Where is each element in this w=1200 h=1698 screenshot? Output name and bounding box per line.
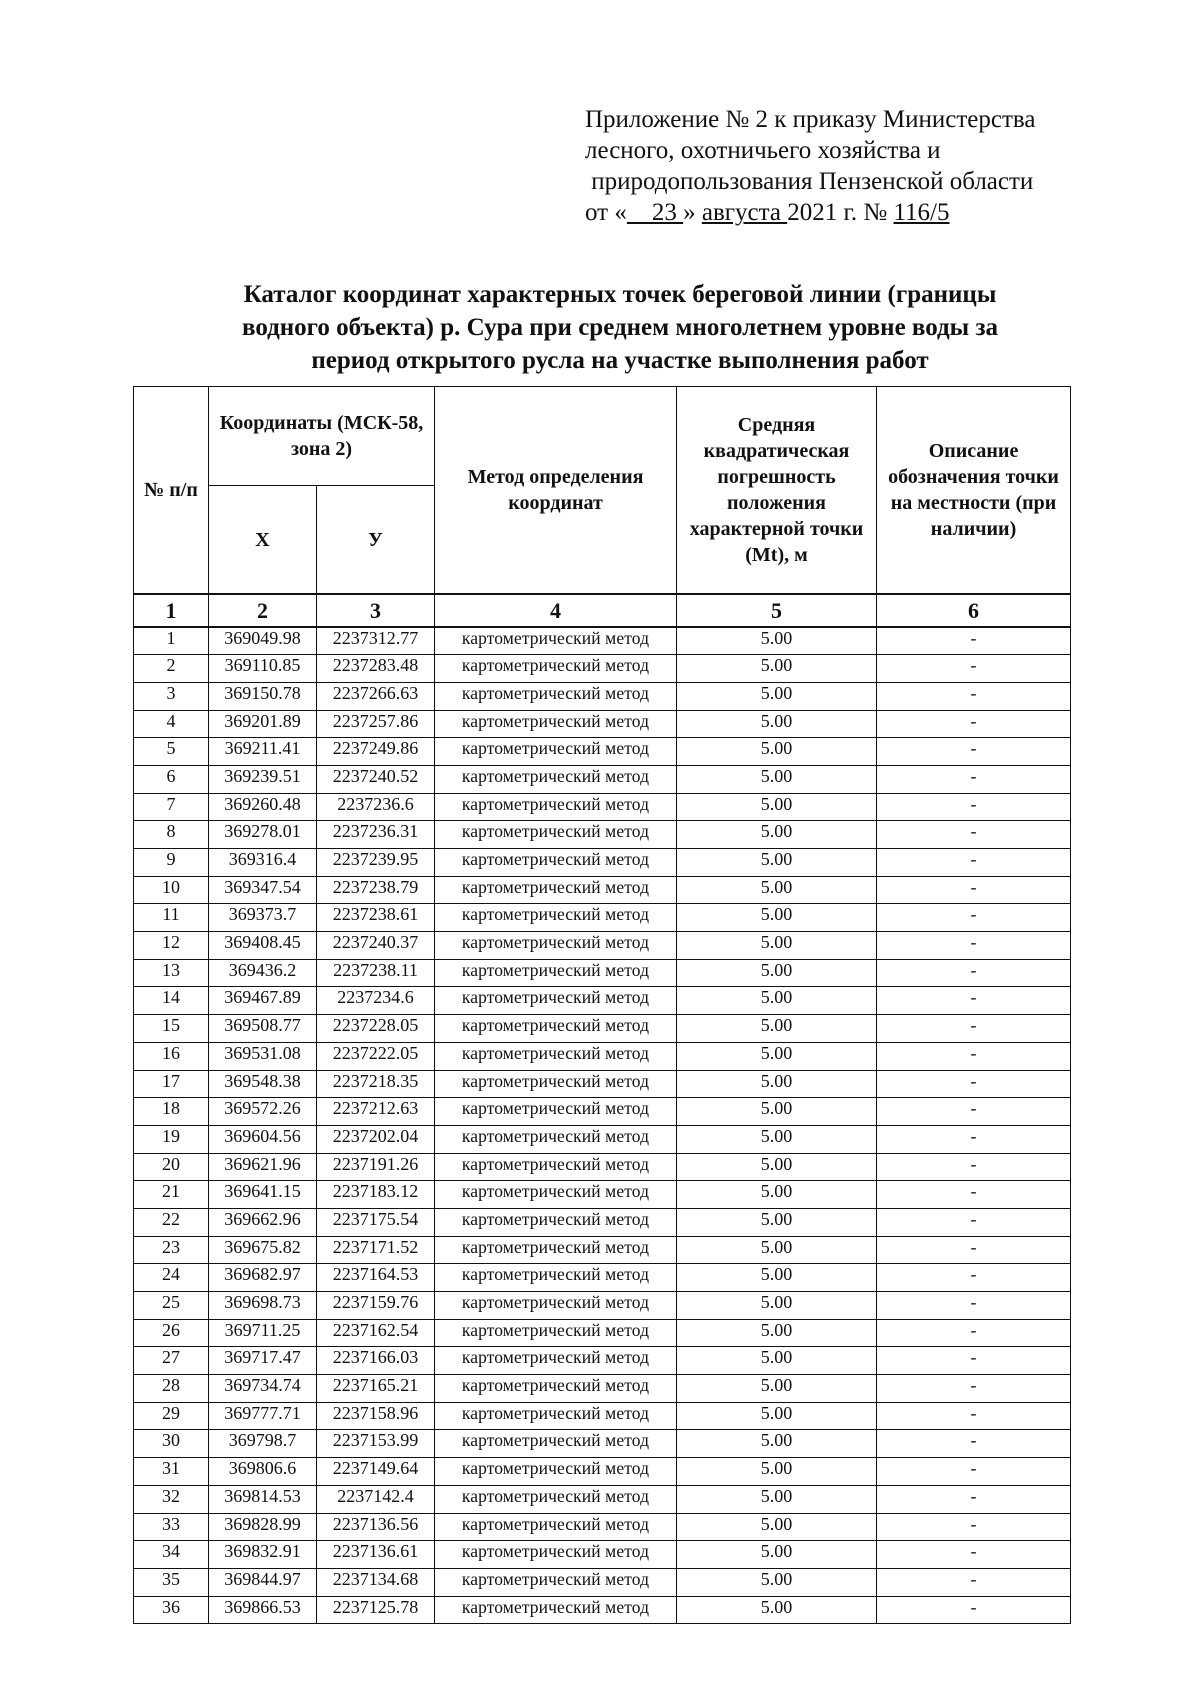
cell-x: 369347.54 xyxy=(209,876,317,904)
cell-y: 2237240.52 xyxy=(317,765,435,793)
appendix-date-line xyxy=(585,197,1145,228)
cell-method: картометрический метод xyxy=(435,1347,677,1375)
cell-error: 5.00 xyxy=(677,932,877,960)
cell-error: 5.00 xyxy=(677,1458,877,1486)
cell-number: 30 xyxy=(134,1430,209,1458)
cell-y: 2237183.12 xyxy=(317,1181,435,1209)
cell-x: 369110.85 xyxy=(209,655,317,683)
cell-x: 369201.89 xyxy=(209,710,317,738)
date-prefix: от « xyxy=(585,199,627,226)
cell-y: 2237283.48 xyxy=(317,655,435,683)
cell-description: - xyxy=(877,1319,1071,1347)
table-row xyxy=(134,682,1071,710)
cell-error: 5.00 xyxy=(677,1513,877,1541)
column-number-row xyxy=(134,594,1071,627)
cell-description: - xyxy=(877,1485,1071,1513)
cell-error: 5.00 xyxy=(677,1015,877,1043)
cell-y: 2237312.77 xyxy=(317,627,435,655)
cell-method: картометрический метод xyxy=(435,1042,677,1070)
cell-method: картометрический метод xyxy=(435,849,677,877)
cell-number: 33 xyxy=(134,1513,209,1541)
cell-y: 2237236.31 xyxy=(317,821,435,849)
cell-number: 2 xyxy=(134,655,209,683)
cell-method: картометрический метод xyxy=(435,987,677,1015)
cell-number: 11 xyxy=(134,904,209,932)
cell-method: картометрический метод xyxy=(435,1458,677,1486)
cell-x: 369278.01 xyxy=(209,821,317,849)
cell-y: 2237249.86 xyxy=(317,738,435,766)
table-row xyxy=(134,1292,1071,1320)
cell-x: 369572.26 xyxy=(209,1098,317,1126)
cell-y: 2237266.63 xyxy=(317,682,435,710)
cell-description: - xyxy=(877,1375,1071,1403)
column-number: 3 xyxy=(317,594,435,627)
cell-x: 369734.74 xyxy=(209,1375,317,1403)
table-row xyxy=(134,1375,1071,1403)
table-row xyxy=(134,627,1071,655)
cell-description: - xyxy=(877,682,1071,710)
header-error: Средняя квадратическая погрешность положения характерной точки (Mt), м xyxy=(677,387,877,595)
cell-number: 10 xyxy=(134,876,209,904)
cell-x: 369866.53 xyxy=(209,1596,317,1624)
cell-number: 6 xyxy=(134,765,209,793)
cell-y: 2237238.11 xyxy=(317,959,435,987)
cell-y: 2237257.86 xyxy=(317,710,435,738)
cell-y: 2237136.56 xyxy=(317,1513,435,1541)
cell-method: картометрический метод xyxy=(435,765,677,793)
table-row xyxy=(134,1430,1071,1458)
cell-y: 2237171.52 xyxy=(317,1236,435,1264)
cell-x: 369150.78 xyxy=(209,682,317,710)
cell-error: 5.00 xyxy=(677,793,877,821)
column-number: 1 xyxy=(134,594,209,627)
cell-number: 31 xyxy=(134,1458,209,1486)
cell-error: 5.00 xyxy=(677,1070,877,1098)
cell-number: 23 xyxy=(134,1236,209,1264)
cell-method: картометрический метод xyxy=(435,1015,677,1043)
cell-number: 14 xyxy=(134,987,209,1015)
cell-method: картометрический метод xyxy=(435,1430,677,1458)
cell-error: 5.00 xyxy=(677,1264,877,1292)
table-row xyxy=(134,1264,1071,1292)
column-number: 4 xyxy=(435,594,677,627)
cell-number: 8 xyxy=(134,821,209,849)
cell-description: - xyxy=(877,765,1071,793)
cell-description: - xyxy=(877,1347,1071,1375)
cell-x: 369682.97 xyxy=(209,1264,317,1292)
cell-number: 25 xyxy=(134,1292,209,1320)
cell-x: 369316.4 xyxy=(209,849,317,877)
cell-number: 18 xyxy=(134,1098,209,1126)
cell-number: 20 xyxy=(134,1153,209,1181)
cell-method: картометрический метод xyxy=(435,1513,677,1541)
coordinates-table xyxy=(133,386,1071,1624)
cell-description: - xyxy=(877,1015,1071,1043)
cell-error: 5.00 xyxy=(677,1153,877,1181)
cell-number: 9 xyxy=(134,849,209,877)
cell-x: 369711.25 xyxy=(209,1319,317,1347)
cell-x: 369675.82 xyxy=(209,1236,317,1264)
table-row xyxy=(134,1042,1071,1070)
cell-error: 5.00 xyxy=(677,1402,877,1430)
cell-method: картометрический метод xyxy=(435,876,677,904)
cell-error: 5.00 xyxy=(677,1568,877,1596)
cell-method: картометрический метод xyxy=(435,793,677,821)
cell-description: - xyxy=(877,932,1071,960)
header-coordinates: Координаты (МСК-58, зона 2) xyxy=(209,387,435,486)
cell-x: 369531.08 xyxy=(209,1042,317,1070)
cell-number: 27 xyxy=(134,1347,209,1375)
cell-x: 369049.98 xyxy=(209,627,317,655)
table-row xyxy=(134,821,1071,849)
appendix-line-1: Приложение № 2 к приказу Министерства xyxy=(585,106,1036,133)
cell-description: - xyxy=(877,1070,1071,1098)
cell-method: картометрический метод xyxy=(435,1181,677,1209)
column-number: 5 xyxy=(677,594,877,627)
cell-description: - xyxy=(877,1181,1071,1209)
cell-x: 369211.41 xyxy=(209,738,317,766)
cell-number: 5 xyxy=(134,738,209,766)
cell-y: 2237191.26 xyxy=(317,1153,435,1181)
cell-y: 2237142.4 xyxy=(317,1485,435,1513)
cell-method: картометрический метод xyxy=(435,1070,677,1098)
cell-error: 5.00 xyxy=(677,821,877,849)
table-row xyxy=(134,1319,1071,1347)
cell-description: - xyxy=(877,1236,1071,1264)
cell-x: 369844.97 xyxy=(209,1568,317,1596)
cell-description: - xyxy=(877,1125,1071,1153)
cell-number: 21 xyxy=(134,1181,209,1209)
cell-error: 5.00 xyxy=(677,1208,877,1236)
cell-method: картометрический метод xyxy=(435,1236,677,1264)
cell-y: 2237136.61 xyxy=(317,1541,435,1569)
cell-y: 2237166.03 xyxy=(317,1347,435,1375)
cell-description: - xyxy=(877,655,1071,683)
cell-method: картометрический метод xyxy=(435,1568,677,1596)
cell-method: картометрический метод xyxy=(435,738,677,766)
cell-x: 369621.96 xyxy=(209,1153,317,1181)
table-row xyxy=(134,904,1071,932)
cell-description: - xyxy=(877,1430,1071,1458)
cell-description: - xyxy=(877,793,1071,821)
table-row xyxy=(134,987,1071,1015)
cell-error: 5.00 xyxy=(677,1236,877,1264)
cell-number: 34 xyxy=(134,1541,209,1569)
column-number: 6 xyxy=(877,594,1071,627)
cell-x: 369828.99 xyxy=(209,1513,317,1541)
cell-error: 5.00 xyxy=(677,1541,877,1569)
cell-description: - xyxy=(877,1568,1071,1596)
cell-number: 35 xyxy=(134,1568,209,1596)
header-y: У xyxy=(317,486,435,595)
cell-method: картометрический метод xyxy=(435,655,677,683)
cell-description: - xyxy=(877,1292,1071,1320)
appendix-header xyxy=(585,104,1145,228)
cell-method: картометрический метод xyxy=(435,1208,677,1236)
cell-method: картометрический метод xyxy=(435,1541,677,1569)
cell-error: 5.00 xyxy=(677,987,877,1015)
cell-description: - xyxy=(877,1402,1071,1430)
cell-number: 13 xyxy=(134,959,209,987)
table-row xyxy=(134,1153,1071,1181)
date-year: 2021 г. № xyxy=(787,199,894,226)
cell-description: - xyxy=(877,1458,1071,1486)
cell-description: - xyxy=(877,1208,1071,1236)
cell-error: 5.00 xyxy=(677,1181,877,1209)
cell-description: - xyxy=(877,627,1071,655)
header-description: Описание обозначения точки на местности (при наличии) xyxy=(877,387,1071,595)
table-row xyxy=(134,793,1071,821)
cell-x: 369717.47 xyxy=(209,1347,317,1375)
cell-x: 369814.53 xyxy=(209,1485,317,1513)
table-row xyxy=(134,849,1071,877)
cell-y: 2237240.37 xyxy=(317,932,435,960)
cell-x: 369436.2 xyxy=(209,959,317,987)
cell-number: 17 xyxy=(134,1070,209,1098)
column-number: 2 xyxy=(209,594,317,627)
cell-error: 5.00 xyxy=(677,1292,877,1320)
cell-y: 2237222.05 xyxy=(317,1042,435,1070)
cell-x: 369508.77 xyxy=(209,1015,317,1043)
table-row xyxy=(134,1485,1071,1513)
cell-description: - xyxy=(877,1596,1071,1624)
cell-x: 369260.48 xyxy=(209,793,317,821)
cell-x: 369641.15 xyxy=(209,1181,317,1209)
cell-number: 19 xyxy=(134,1125,209,1153)
cell-description: - xyxy=(877,959,1071,987)
table-row xyxy=(134,1541,1071,1569)
cell-x: 369467.89 xyxy=(209,987,317,1015)
cell-x: 369832.91 xyxy=(209,1541,317,1569)
appendix-line-3: природопользования Пензенской области xyxy=(585,168,1034,195)
cell-description: - xyxy=(877,904,1071,932)
cell-number: 3 xyxy=(134,682,209,710)
cell-method: картометрический метод xyxy=(435,959,677,987)
cell-y: 2237202.04 xyxy=(317,1125,435,1153)
cell-y: 2237134.68 xyxy=(317,1568,435,1596)
table-row xyxy=(134,1208,1071,1236)
cell-error: 5.00 xyxy=(677,682,877,710)
cell-description: - xyxy=(877,849,1071,877)
cell-y: 2237228.05 xyxy=(317,1015,435,1043)
cell-error: 5.00 xyxy=(677,1347,877,1375)
cell-description: - xyxy=(877,1513,1071,1541)
table-row xyxy=(134,738,1071,766)
cell-description: - xyxy=(877,821,1071,849)
title-line-2: водного объекта) р. Сура при среднем многолетнем уровне воды за xyxy=(241,314,999,341)
cell-number: 4 xyxy=(134,710,209,738)
cell-description: - xyxy=(877,1541,1071,1569)
title-line-3: период открытого русла на участке выполнения работ xyxy=(311,347,929,374)
header-x: Х xyxy=(209,486,317,595)
table-row xyxy=(134,1125,1071,1153)
cell-x: 369777.71 xyxy=(209,1402,317,1430)
cell-error: 5.00 xyxy=(677,904,877,932)
cell-number: 1 xyxy=(134,627,209,655)
table-row xyxy=(134,1098,1071,1126)
document-title xyxy=(160,278,1080,377)
cell-x: 369373.7 xyxy=(209,904,317,932)
date-month: августа xyxy=(701,199,788,226)
header-method: Метод определения координат xyxy=(435,387,677,595)
cell-error: 5.00 xyxy=(677,655,877,683)
date-day: 23 xyxy=(626,199,684,226)
cell-y: 2237162.54 xyxy=(317,1319,435,1347)
cell-error: 5.00 xyxy=(677,1042,877,1070)
cell-y: 2237212.63 xyxy=(317,1098,435,1126)
cell-method: картометрический метод xyxy=(435,1264,677,1292)
table-row xyxy=(134,655,1071,683)
appendix-line-2: лесного, охотничьего хозяйства и xyxy=(585,137,941,164)
cell-y: 2237218.35 xyxy=(317,1070,435,1098)
cell-y: 2237158.96 xyxy=(317,1402,435,1430)
cell-description: - xyxy=(877,1042,1071,1070)
cell-x: 369548.38 xyxy=(209,1070,317,1098)
table-row xyxy=(134,932,1071,960)
cell-x: 369806.6 xyxy=(209,1458,317,1486)
cell-description: - xyxy=(877,1153,1071,1181)
cell-number: 29 xyxy=(134,1402,209,1430)
cell-number: 12 xyxy=(134,932,209,960)
cell-description: - xyxy=(877,1264,1071,1292)
table-row xyxy=(134,959,1071,987)
cell-error: 5.00 xyxy=(677,627,877,655)
table-row xyxy=(134,1070,1071,1098)
cell-x: 369798.7 xyxy=(209,1430,317,1458)
cell-number: 7 xyxy=(134,793,209,821)
cell-method: картометрический метод xyxy=(435,932,677,960)
cell-y: 2237164.53 xyxy=(317,1264,435,1292)
cell-error: 5.00 xyxy=(677,876,877,904)
cell-y: 2237149.64 xyxy=(317,1458,435,1486)
table-row xyxy=(134,1596,1071,1624)
cell-number: 32 xyxy=(134,1485,209,1513)
cell-error: 5.00 xyxy=(677,1125,877,1153)
title-line-1: Каталог координат характерных точек береговой линии (границы xyxy=(243,281,997,308)
cell-method: картометрический метод xyxy=(435,821,677,849)
cell-error: 5.00 xyxy=(677,1430,877,1458)
table-row xyxy=(134,1458,1071,1486)
table-row xyxy=(134,710,1071,738)
cell-number: 36 xyxy=(134,1596,209,1624)
cell-number: 28 xyxy=(134,1375,209,1403)
table-row xyxy=(134,1181,1071,1209)
cell-method: картометрический метод xyxy=(435,1485,677,1513)
cell-method: картометрический метод xyxy=(435,1319,677,1347)
date-mid: » xyxy=(683,199,702,226)
cell-description: - xyxy=(877,987,1071,1015)
cell-x: 369408.45 xyxy=(209,932,317,960)
cell-method: картометрический метод xyxy=(435,1402,677,1430)
cell-y: 2237153.99 xyxy=(317,1430,435,1458)
cell-x: 369604.56 xyxy=(209,1125,317,1153)
cell-y: 2237175.54 xyxy=(317,1208,435,1236)
cell-number: 22 xyxy=(134,1208,209,1236)
cell-error: 5.00 xyxy=(677,1375,877,1403)
cell-y: 2237165.21 xyxy=(317,1375,435,1403)
cell-error: 5.00 xyxy=(677,1319,877,1347)
cell-y: 2237236.6 xyxy=(317,793,435,821)
table-row xyxy=(134,1513,1071,1541)
cell-number: 15 xyxy=(134,1015,209,1043)
cell-description: - xyxy=(877,1098,1071,1126)
cell-error: 5.00 xyxy=(677,738,877,766)
header-number: № п/п xyxy=(134,387,209,595)
cell-x: 369239.51 xyxy=(209,765,317,793)
cell-description: - xyxy=(877,876,1071,904)
cell-y: 2237239.95 xyxy=(317,849,435,877)
cell-y: 2237238.79 xyxy=(317,876,435,904)
cell-error: 5.00 xyxy=(677,849,877,877)
table-row xyxy=(134,1347,1071,1375)
cell-method: картометрический метод xyxy=(435,710,677,738)
cell-method: картометрический метод xyxy=(435,1125,677,1153)
cell-method: картометрический метод xyxy=(435,1596,677,1624)
cell-method: картометрический метод xyxy=(435,1153,677,1181)
cell-description: - xyxy=(877,710,1071,738)
table-row xyxy=(134,1015,1071,1043)
cell-error: 5.00 xyxy=(677,1485,877,1513)
cell-method: картометрический метод xyxy=(435,1292,677,1320)
cell-error: 5.00 xyxy=(677,1596,877,1624)
cell-error: 5.00 xyxy=(677,765,877,793)
cell-number: 16 xyxy=(134,1042,209,1070)
cell-number: 24 xyxy=(134,1264,209,1292)
cell-error: 5.00 xyxy=(677,959,877,987)
cell-description: - xyxy=(877,738,1071,766)
cell-x: 369662.96 xyxy=(209,1208,317,1236)
cell-method: картометрический метод xyxy=(435,904,677,932)
order-number: 116/5 xyxy=(893,199,950,226)
table-row xyxy=(134,1402,1071,1430)
cell-y: 2237125.78 xyxy=(317,1596,435,1624)
cell-y: 2237234.6 xyxy=(317,987,435,1015)
table-row xyxy=(134,1236,1071,1264)
cell-y: 2237159.76 xyxy=(317,1292,435,1320)
cell-method: картометрический метод xyxy=(435,682,677,710)
cell-x: 369698.73 xyxy=(209,1292,317,1320)
cell-error: 5.00 xyxy=(677,1098,877,1126)
cell-method: картометрический метод xyxy=(435,627,677,655)
table-row xyxy=(134,1568,1071,1596)
cell-method: картометрический метод xyxy=(435,1375,677,1403)
cell-y: 2237238.61 xyxy=(317,904,435,932)
table-row xyxy=(134,765,1071,793)
cell-error: 5.00 xyxy=(677,710,877,738)
table-body xyxy=(134,627,1071,1624)
table-row xyxy=(134,876,1071,904)
cell-method: картометрический метод xyxy=(435,1098,677,1126)
cell-number: 26 xyxy=(134,1319,209,1347)
